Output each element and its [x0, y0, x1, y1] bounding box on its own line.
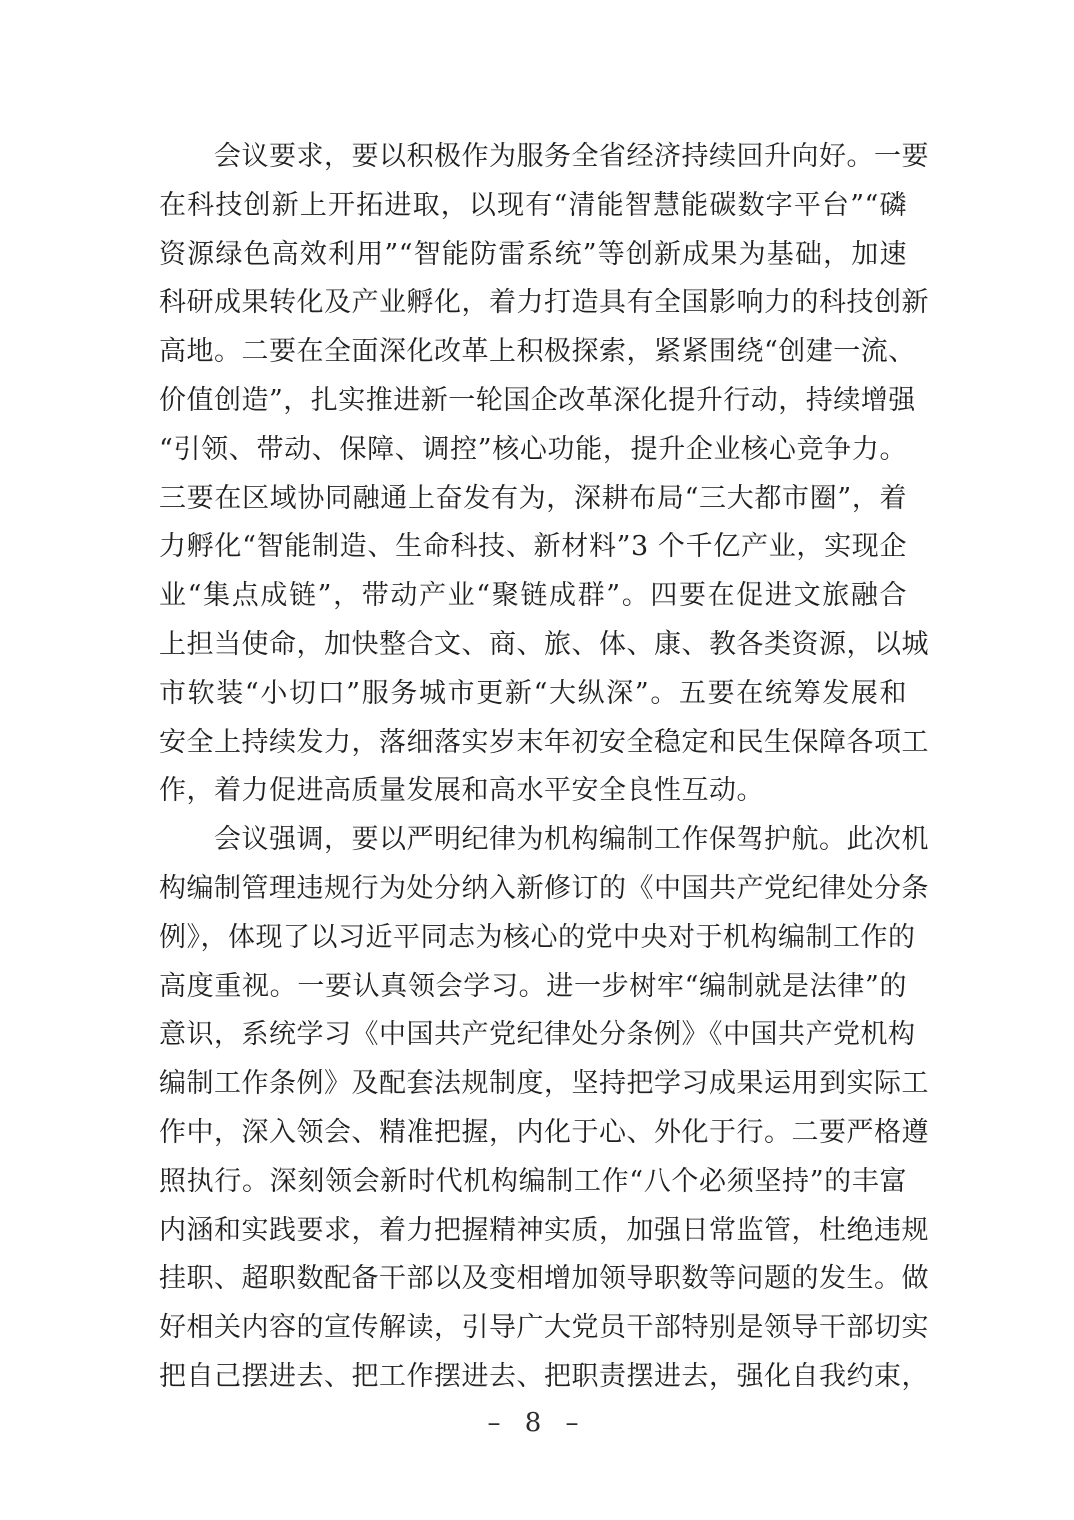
text-line: 安全上持续发力，落细落实岁末年初安全稳定和民生保障各项工 [159, 726, 929, 758]
text-line: 例》，体现了以习近平同志为核心的党中央对于机构编制工作的 [159, 921, 916, 953]
document-body [159, 133, 929, 1402]
page-number: – 8 – [487, 1408, 587, 1438]
text-line: “引领、带动、保障、调控”核心功能，提升企业核心竞争力。 [159, 433, 907, 465]
text-line: 科研成果转化及产业孵化，着力打造具有全国影响力的科技创新 [159, 287, 929, 319]
text-line: 内涵和实践要求，着力把握精神实质，加强日常监管，杜绝违规 [159, 1214, 929, 1246]
text-line: 好相关内容的宣传解读，引导广大党员干部特别是领导干部切实 [159, 1312, 929, 1344]
text-line: 作中，深入领会、精准把握，内化于心、外化于行。二要严格遵 [159, 1116, 929, 1148]
text-line: 构编制管理违规行为处分纳入新修订的《中国共产党纪律处分条 [159, 872, 929, 904]
text-line: 价值创造”，扎实推进新一轮国企改革深化提升行动，持续增强 [159, 384, 916, 416]
text-line: 作，着力促进高质量发展和高水平安全良性互动。 [159, 775, 764, 807]
text-line: 高度重视。一要认真领会学习。进一步树牢“编制就是法律”的 [159, 970, 907, 1002]
text-line: 上担当使命，加快整合文、商、旅、体、康、教各类资源，以城 [159, 628, 929, 660]
text-line: 三要在区域协同融通上奋发有为，深耕布局“三大都市圈”，着 [159, 482, 907, 514]
text-line: 意识，系统学习《中国共产党纪律处分条例》《中国共产党机构 [159, 1019, 916, 1051]
text-line: 高地。二要在全面深化改革上积极探索，紧紧围绕“创建一流、 [159, 336, 916, 368]
text-line: 挂职、超职数配备干部以及变相增加领导职数等问题的发生。做 [159, 1263, 929, 1295]
text-line: 照执行。深刻领会新时代机构编制工作“八个必须坚持”的丰富 [159, 1165, 907, 1197]
text-line: 会议强调，要以严明纪律为机构编制工作保驾护航。此次机 [159, 824, 929, 856]
text-line: 把自己摆进去、把工作摆进去、把职责摆进去，强化自我约束， [159, 1360, 929, 1392]
text-line: 力孵化“智能制造、生命科技、新材料”3 个千亿产业，实现企 [159, 531, 907, 563]
text-line: 资源绿色高效利用”“智能防雷系统”等创新成果为基础，加速 [159, 238, 907, 270]
paragraph-meeting-requirements [159, 133, 929, 816]
text-line: 会议要求，要以积极作为服务全省经济持续回升向好。一要 [159, 141, 929, 172]
paragraph-meeting-emphasis [159, 816, 929, 1402]
text-line: 市软装“小切口”服务城市更新“大纵深”。五要在统筹发展和 [159, 677, 907, 709]
text-line: 在科技创新上开拓进取，以现有“清能智慧能碳数字平台”“磷 [159, 189, 907, 221]
text-line: 编制工作条例》及配套法规制度，坚持把学习成果运用到实际工 [159, 1068, 929, 1100]
text-line: 业“集点成链”，带动产业“聚链成群”。四要在促进文旅融合 [159, 580, 907, 612]
